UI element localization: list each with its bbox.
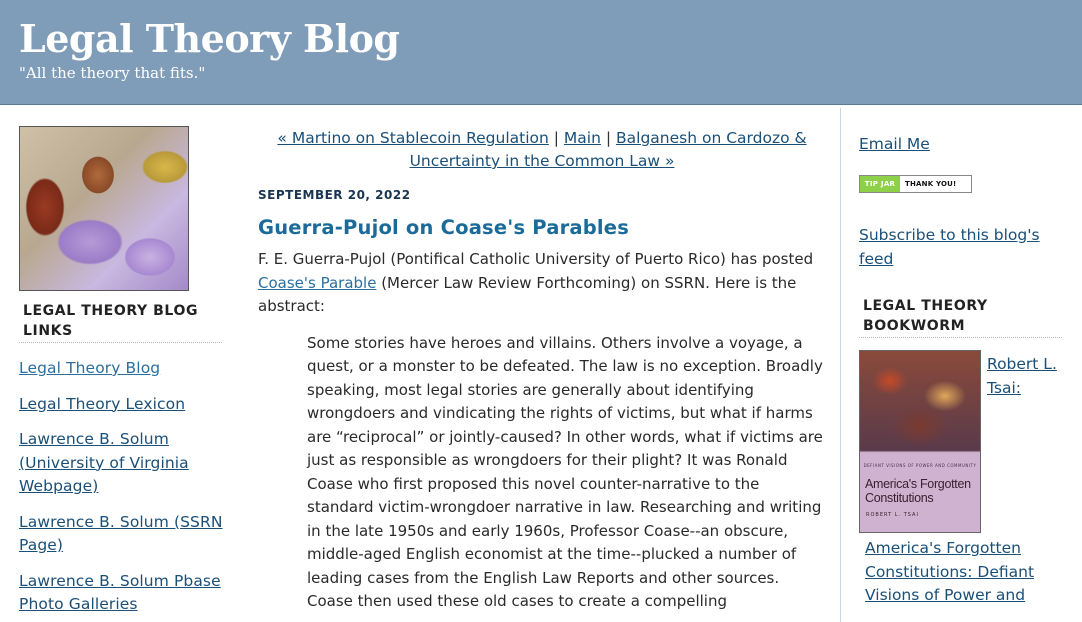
intro-text: F. E. Guerra-Pujol (Pontifical Catholic University of Puerto Rico) has posted	[258, 250, 814, 268]
sidebar-link-legal-theory-lexicon[interactable]: Legal Theory Lexicon	[19, 394, 186, 413]
list-item	[19, 570, 223, 617]
thank-you-label: THANK YOU!	[905, 180, 957, 188]
next-post-link[interactable]: Balganesh on Cardozo & Uncertainty in the Common Law »	[409, 129, 807, 170]
portrait-image	[19, 126, 189, 291]
book-cover-image[interactable]	[859, 350, 981, 533]
list-item	[19, 393, 223, 417]
tip-jar-button[interactable]	[859, 175, 972, 193]
nav-separator: |	[548, 129, 564, 147]
links-heading: LEGAL THEORY BLOG LINKS	[19, 301, 222, 343]
book-author-link[interactable]: Robert L. Tsai:	[987, 355, 1057, 397]
nav-separator: |	[600, 129, 617, 147]
intro-text: (Mercer Law Review Forthcoming) on SSRN. Here is the abstract:	[258, 273, 797, 315]
main-link[interactable]: Main	[563, 129, 601, 147]
post-intro	[258, 248, 824, 319]
sidebar-link-solum-uva[interactable]: Lawrence B. Solum (University of Virginia Webpage)	[19, 430, 189, 495]
sidebar-link-legal-theory-blog[interactable]: Legal Theory Blog	[19, 359, 161, 377]
cover-title: America's Forgotten Constitutions	[865, 477, 971, 505]
post-title[interactable]: Guerra-Pujol on Coase's Parables	[258, 216, 630, 239]
blog-tagline: "All the theory that fits."	[19, 64, 206, 82]
prev-post-link[interactable]: « Martino on Stablecoin Regulation	[277, 129, 549, 147]
cover-subtitle: DEFIANT VISIONS OF POWER AND COMMUNITY	[863, 463, 977, 468]
main-content	[258, 126, 824, 614]
bookworm-heading: LEGAL THEORY BOOKWORM	[859, 296, 1062, 338]
book-title-link[interactable]: America's Forgotten Constitutions: Defiant Visions of Power and	[865, 539, 1035, 604]
subscribe-feed-link[interactable]: Subscribe to this blog's feed	[859, 226, 1040, 268]
paper-link[interactable]: Coase's Parable	[258, 273, 377, 292]
blog-title[interactable]: Legal Theory Blog	[19, 16, 400, 61]
list-item	[19, 428, 223, 499]
post-navigation	[258, 126, 824, 173]
sidebar-link-solum-pbase[interactable]: Lawrence B. Solum Pbase Photo Galleries	[19, 571, 221, 613]
tip-jar-label: TIP JAR	[860, 176, 900, 192]
email-me-link[interactable]: Email Me	[859, 135, 930, 153]
post-date: SEPTEMBER 20, 2022	[258, 188, 411, 202]
right-sidebar	[859, 126, 1064, 608]
list-item	[19, 357, 223, 381]
left-sidebar	[19, 126, 223, 622]
blog-banner	[0, 0, 1082, 106]
column-divider	[840, 108, 841, 622]
sidebar-links-list	[19, 357, 223, 617]
cover-author: ROBERT L. TSAI	[866, 512, 919, 518]
list-item	[19, 511, 223, 558]
sidebar-link-solum-ssrn[interactable]: Lawrence B. Solum (SSRN Page)	[19, 512, 223, 554]
abstract-blockquote: Some stories have heroes and villains. Others involve a voyage, a quest, or a monster to be defeated. The law is no exception. Broadly speaking, most legal stories are generally about identifying wrongdoers and vindicating the rights of victims, but what if harms are “reciprocal” or jointly-caused? In other words, what if victims are just as responsible as wrongdoers for their plight? It was Ronald Coase who first proposed this novel counter-narrative to the standard victim-wrongdoer narrative in law. Researching and writing in the late 1950s and early 1960s, Professor Coase--an obscure, middle-aged English economist at the time--plucked a number of leading cases from the English Law Reports and other sources. Coase then used these old cases to create a compelling	[307, 333, 823, 610]
book-entry	[859, 350, 1064, 533]
